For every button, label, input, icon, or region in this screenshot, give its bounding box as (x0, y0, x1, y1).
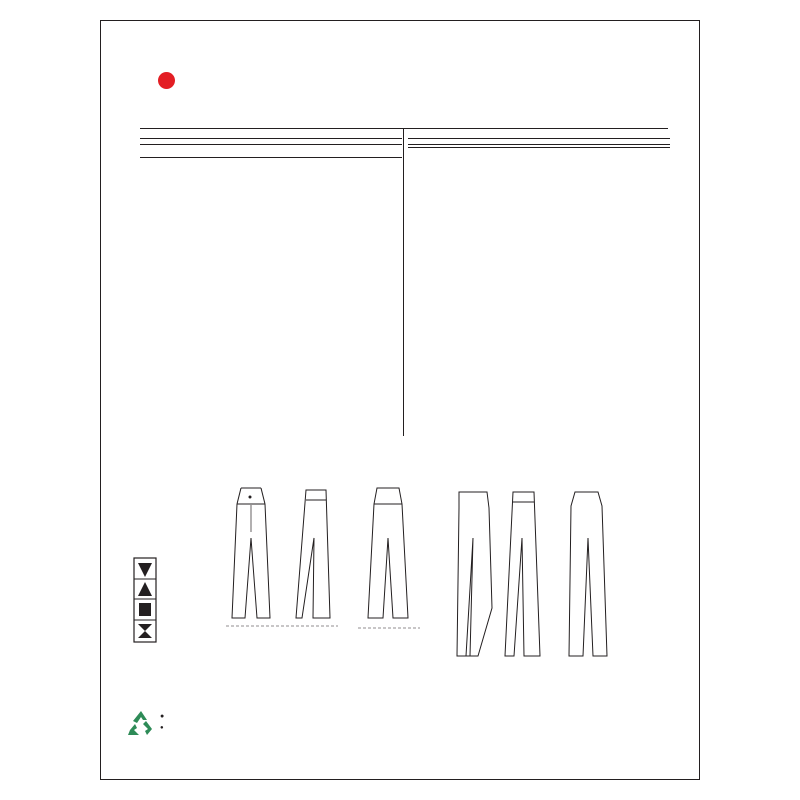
finished-measurements-title-fr (408, 147, 670, 148)
triangle-down-icon (138, 563, 152, 577)
column-divider (403, 128, 404, 436)
price-row (142, 72, 197, 89)
pants-back-ab (368, 488, 408, 618)
bullet-icon: ● (160, 713, 165, 720)
recycle-icon (127, 710, 155, 736)
footer-address-line (160, 710, 164, 720)
triangle-up-icon (138, 582, 152, 596)
finished-measurements-title-en (140, 157, 402, 158)
notions-en (140, 144, 402, 145)
red-dot-icon (158, 72, 175, 89)
pants-front-ab (232, 488, 270, 618)
square-icon (139, 603, 151, 616)
notions-fr (408, 144, 670, 145)
hem-lines (226, 626, 420, 628)
pants-front-c (457, 492, 492, 656)
divider-top (140, 128, 668, 129)
pants-back-c (569, 492, 607, 656)
technical-drawings (120, 478, 680, 678)
footer-rights-line (160, 722, 164, 731)
pants-side-ab (296, 490, 330, 618)
bullet-icon: ● (160, 725, 164, 731)
sizing-symbols (134, 558, 156, 642)
french-column (408, 133, 670, 148)
english-column (140, 133, 402, 158)
pants-side-c (505, 492, 540, 656)
hourglass-icon (138, 624, 152, 638)
